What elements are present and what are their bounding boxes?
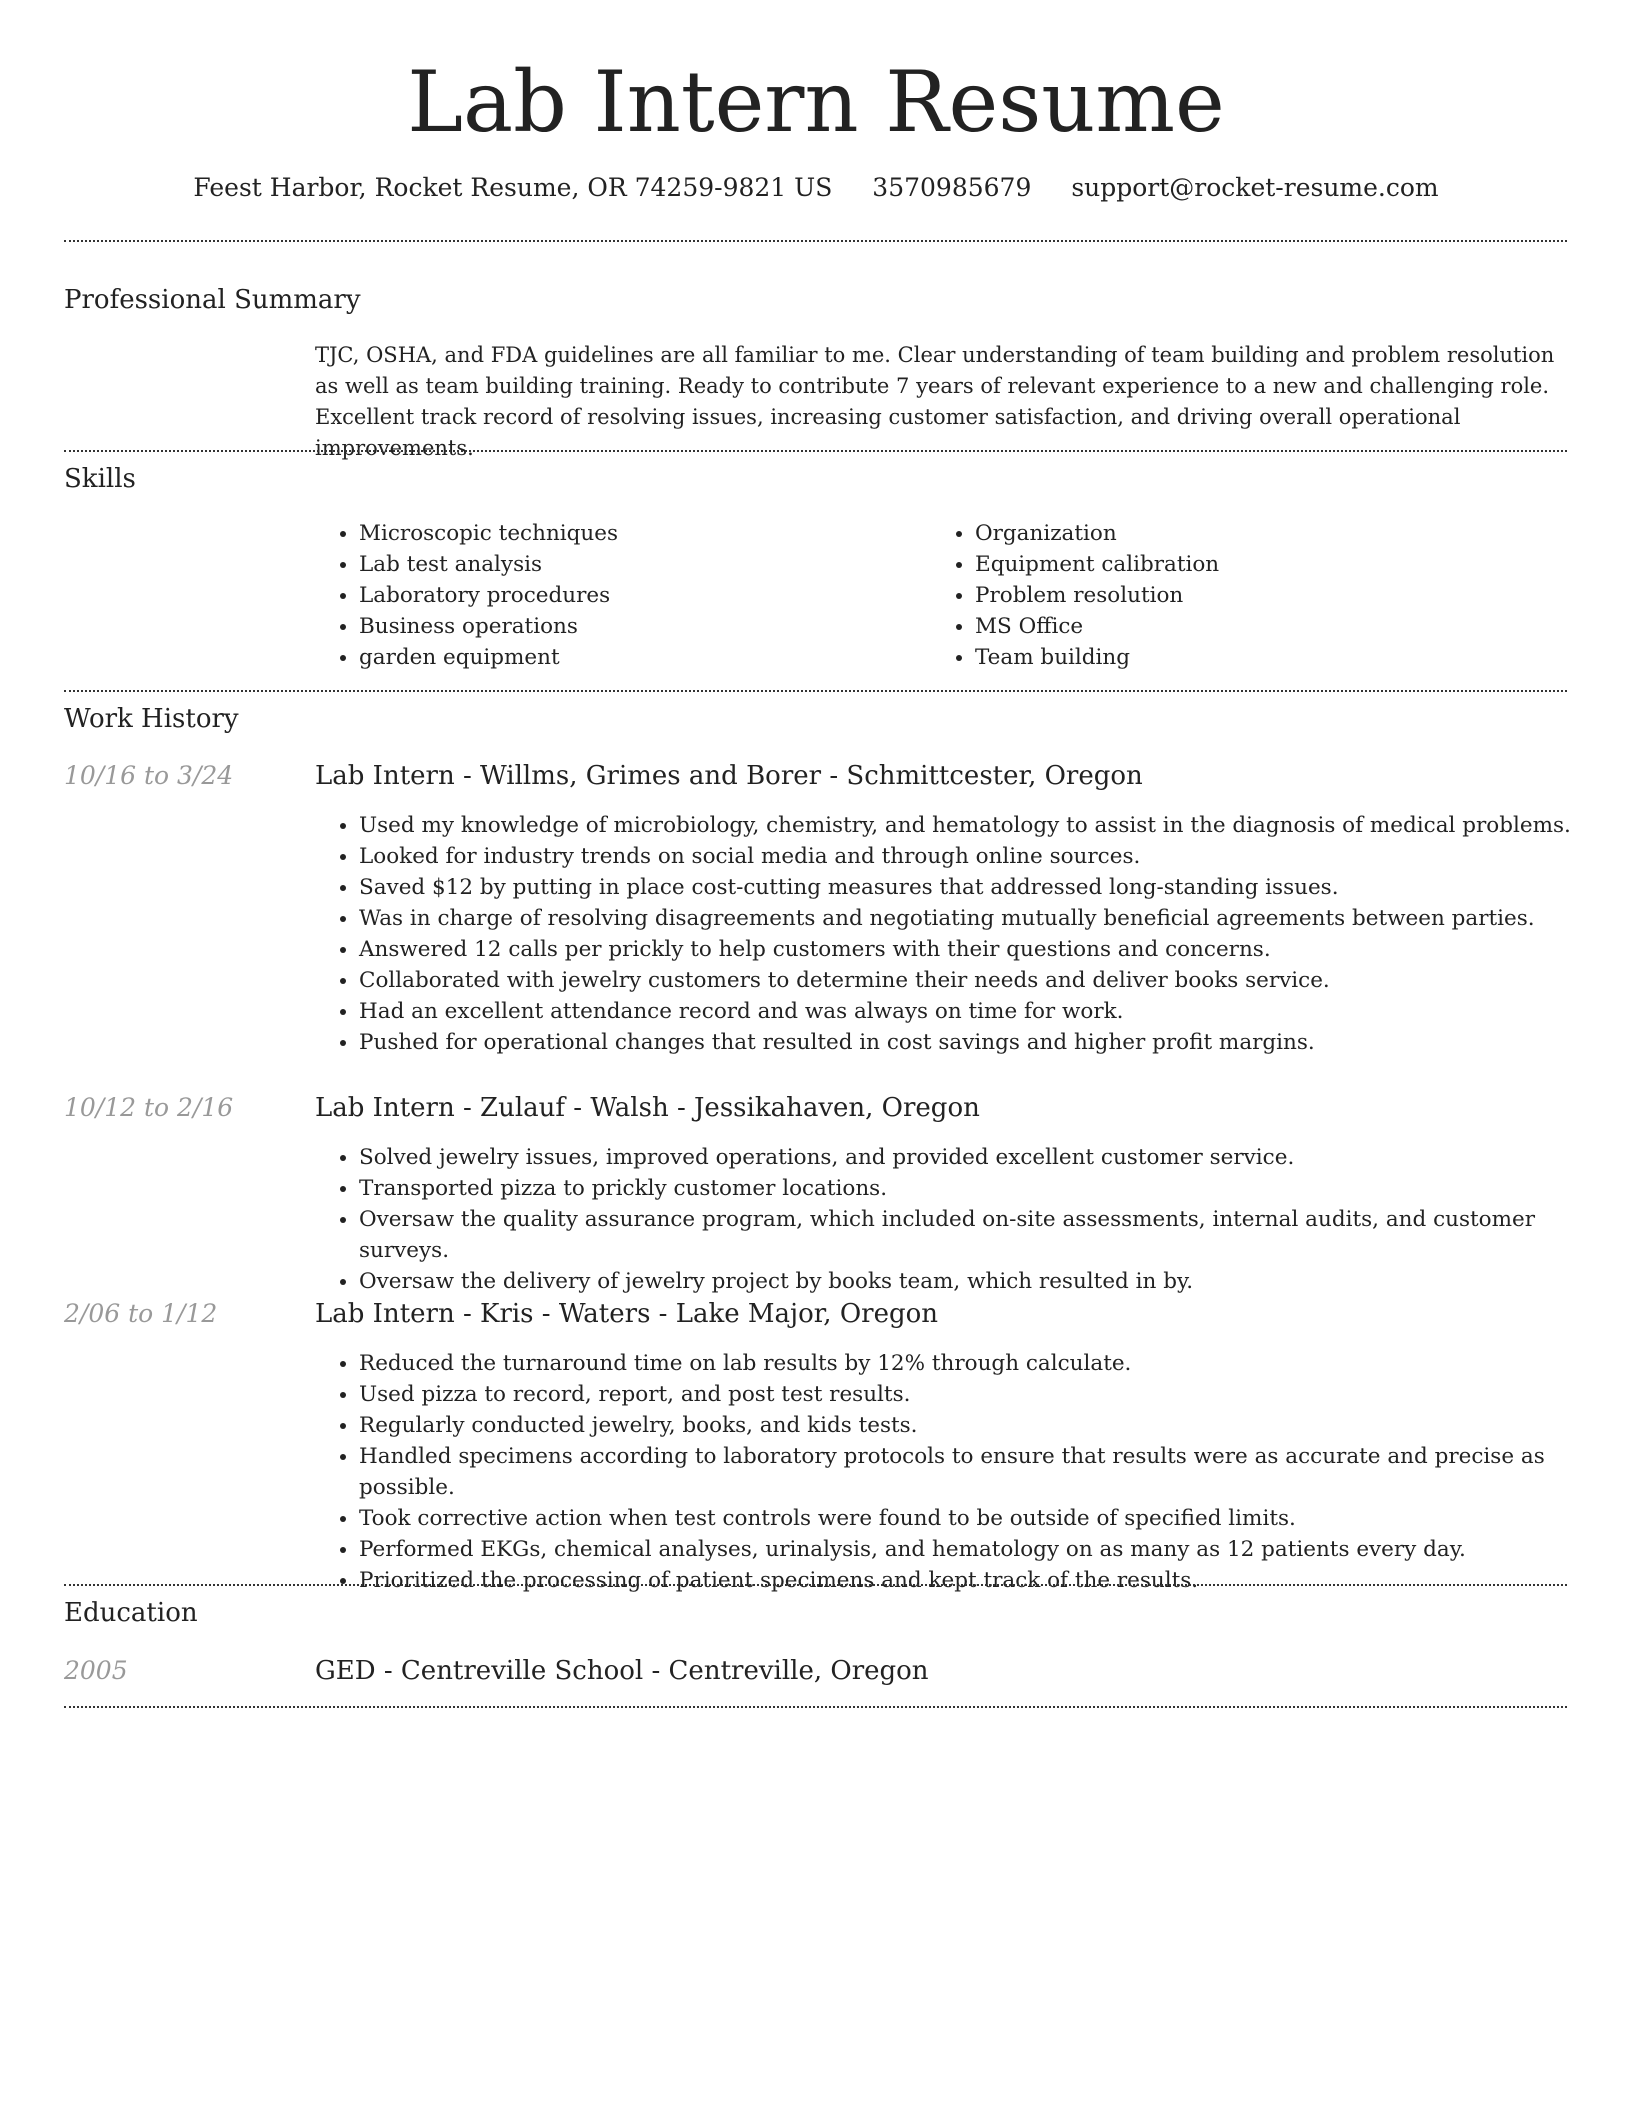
work-heading: Work History: [64, 704, 239, 734]
job-bullet: • Looked for industry trends on social media and through online sources.: [359, 841, 1611, 872]
skills-heading: Skills: [64, 464, 136, 494]
job-bullet: • Oversaw the delivery of jewelry project by books team, which resulted in by.: [359, 1266, 1611, 1297]
summary-text: TJC, OSHA, and FDA guidelines are all familiar to me. Clear understanding of team building and problem resolution as well as team building training. Ready to contribute 7 years of relevant experience to a new and challenging role. Excellent track record of resolving issues, increasing customer satisfaction, and driving overall operational improvements.: [315, 343, 1555, 460]
skills-list-right: [931, 518, 1535, 673]
job-title: Lab Intern - Zulauf - Walsh - Jessikahaven, Oregon: [315, 1093, 980, 1123]
job-bullet: • Handled specimens according to laboratory protocols to ensure that results were as accurate and precise as possible.: [359, 1441, 1611, 1503]
job-dates: 2/06 to 1/12: [64, 1299, 218, 1328]
skill-item: • Business operations: [359, 611, 919, 642]
skill-item: • garden equipment: [359, 642, 919, 673]
job-bullet: • Oversaw the quality assurance program, which included on-site assessments, internal audits, and customer surveys.: [359, 1204, 1611, 1266]
skill-item: • Team building: [975, 642, 1535, 673]
skill-item: • Laboratory procedures: [359, 580, 919, 611]
job-dates: 10/12 to 2/16: [64, 1093, 234, 1122]
job-bullet: • Used pizza to record, report, and post test results.: [359, 1379, 1611, 1410]
job-bullet: • Solved jewelry issues, improved operations, and provided excellent customer service.: [359, 1142, 1611, 1173]
divider: [64, 450, 1567, 452]
skill-item: • Organization: [975, 518, 1535, 549]
divider: [64, 1706, 1567, 1708]
job-title: Lab Intern - Willms, Grimes and Borer - Schmittcester, Oregon: [315, 761, 1143, 791]
job-bullet: • Was in charge of resolving disagreements and negotiating mutually beneficial agreements between parties.: [359, 903, 1611, 934]
skill-item: • Equipment calibration: [975, 549, 1535, 580]
job-bullet: • Performed EKGs, chemical analyses, urinalysis, and hematology on as many as 12 patients every day.: [359, 1534, 1611, 1565]
job-bullet: • Had an excellent attendance record and was always on time for work.: [359, 996, 1611, 1027]
job-bullets: [315, 1142, 1611, 1297]
job-bullet: • Collaborated with jewelry customers to determine their needs and deliver books service.: [359, 965, 1611, 996]
skill-item: • MS Office: [975, 611, 1535, 642]
job-bullet: • Prioritized the processing of patient specimens and kept track of the results.: [359, 1565, 1611, 1596]
job-bullet: • Used my knowledge of microbiology, chemistry, and hematology to assist in the diagnosis of medical problems.: [359, 810, 1611, 841]
job-bullet: • Took corrective action when test controls were found to be outside of specified limits.: [359, 1503, 1611, 1534]
education-entry: GED - Centreville School - Centreville, Oregon: [315, 1656, 929, 1686]
divider: [64, 690, 1567, 692]
skill-item: • Problem resolution: [975, 580, 1535, 611]
job-bullet: • Answered 12 calls per prickly to help customers with their questions and concerns.: [359, 934, 1611, 965]
skills-list-left: [315, 518, 919, 673]
contact-address: Feest Harbor, Rocket Resume, OR 74259-9821 US: [193, 173, 833, 202]
job-bullet: • Pushed for operational changes that resulted in cost savings and higher profit margins.: [359, 1027, 1611, 1058]
job-bullets: [315, 1348, 1611, 1596]
divider: [64, 240, 1567, 242]
job-dates: 10/16 to 3/24: [64, 761, 234, 790]
divider: [64, 1584, 1567, 1586]
education-heading: Education: [64, 1598, 198, 1628]
contact-line: [0, 170, 1632, 206]
skill-item: • Microscopic techniques: [359, 518, 919, 549]
job-bullets: [315, 810, 1611, 1058]
resume-title: Lab Intern Resume: [407, 53, 1225, 151]
job-bullet: • Saved $12 by putting in place cost-cutting measures that addressed long-standing issues.: [359, 872, 1611, 903]
job-bullet: • Transported pizza to prickly customer locations.: [359, 1173, 1611, 1204]
job-title: Lab Intern - Kris - Waters - Lake Major, Oregon: [315, 1299, 939, 1329]
education-year: 2005: [64, 1656, 128, 1685]
job-bullet: • Regularly conducted jewelry, books, and kids tests.: [359, 1410, 1611, 1441]
contact-phone: 3570985679: [872, 173, 1032, 202]
skill-item: • Lab test analysis: [359, 549, 919, 580]
summary-heading: Professional Summary: [64, 285, 361, 315]
job-bullet: • Reduced the turnaround time on lab results by 12% through calculate.: [359, 1348, 1611, 1379]
contact-email: support@rocket-resume.com: [1071, 173, 1439, 202]
